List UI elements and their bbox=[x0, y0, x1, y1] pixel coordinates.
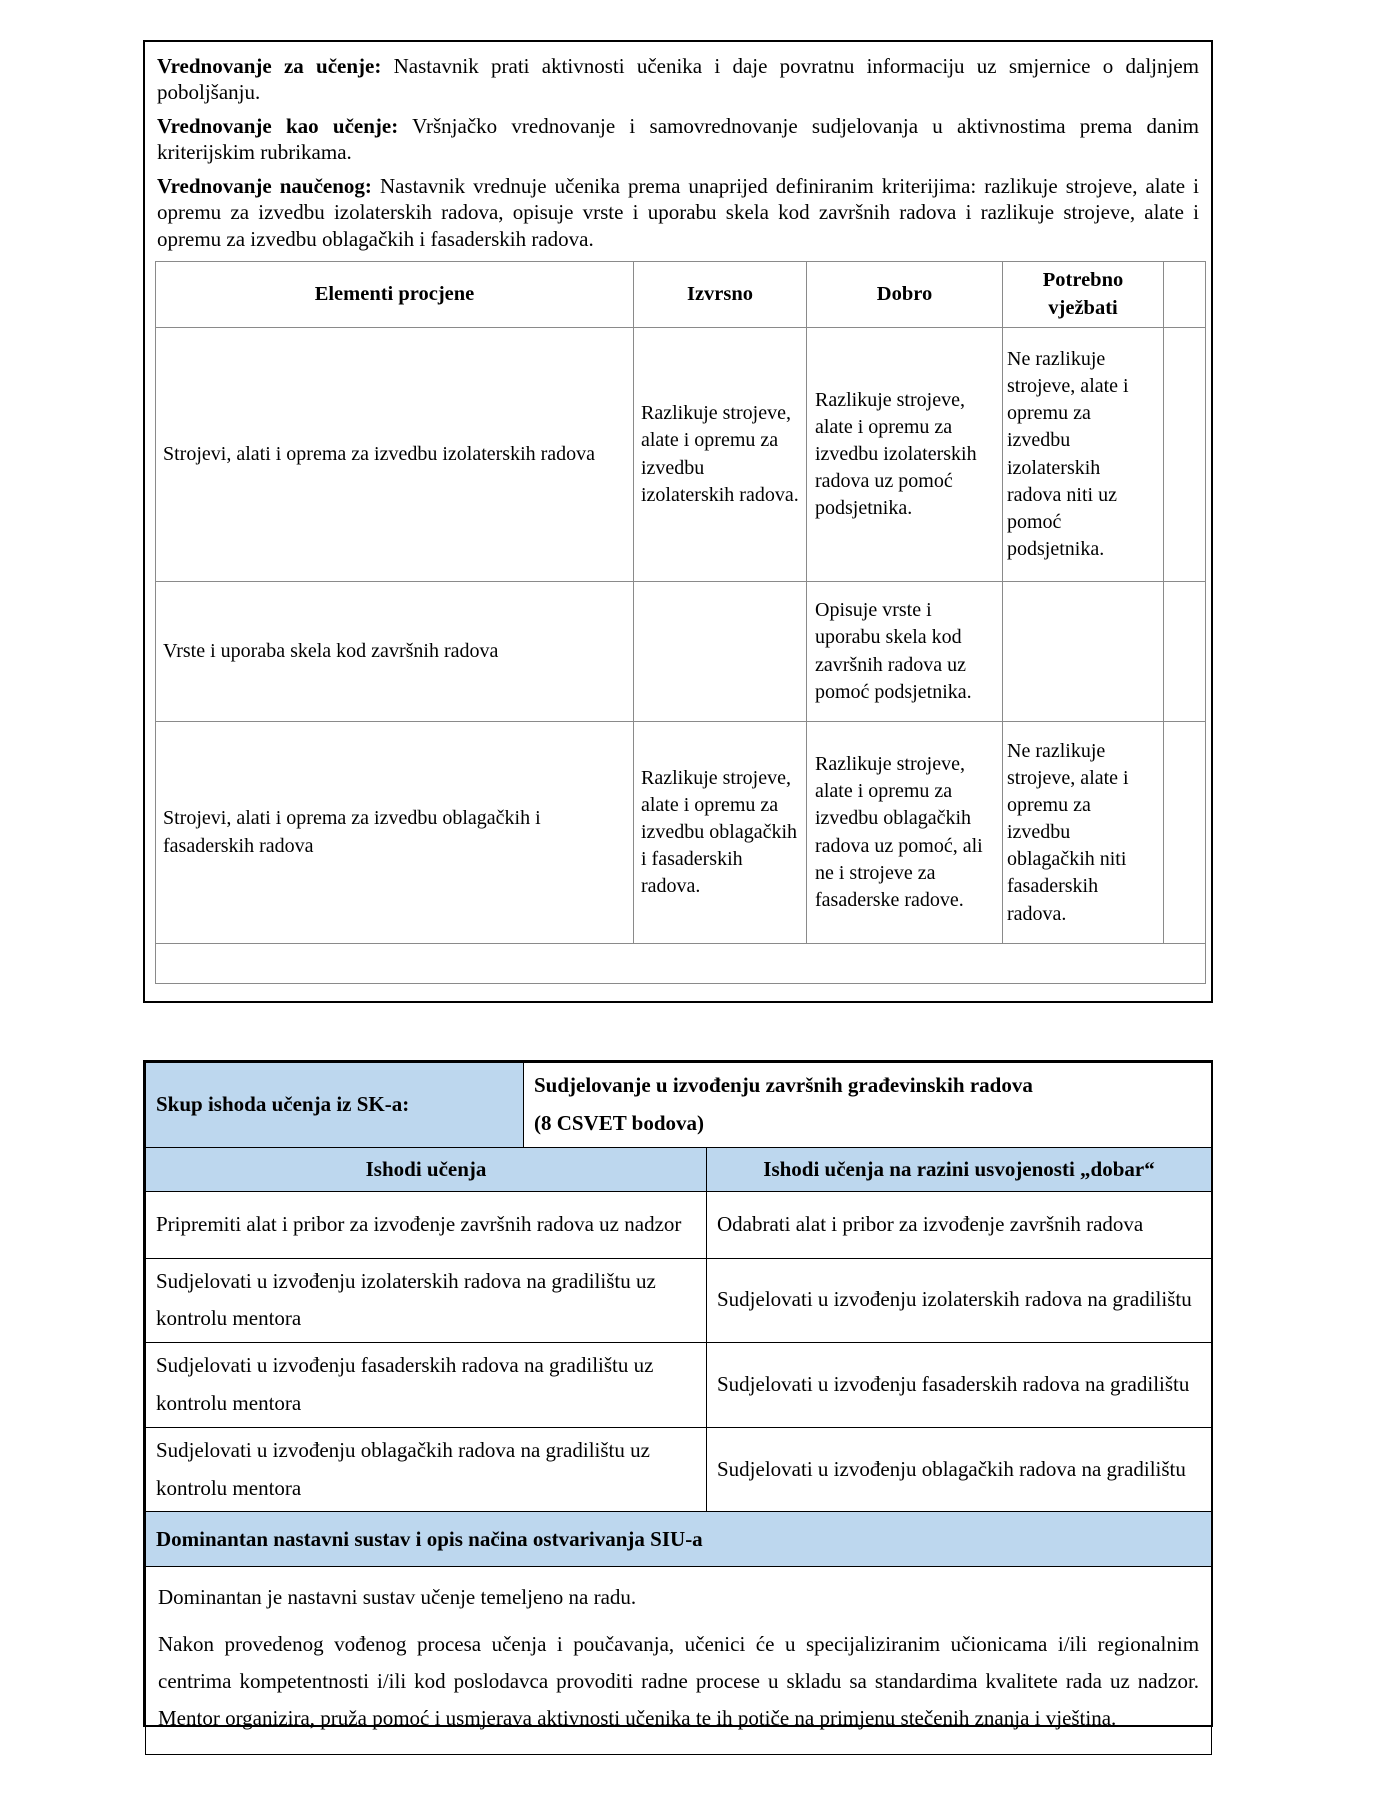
rubric-cell-dobro: Opisuje vrste i uporabu skela kod završnih radova uz pomoć podsjetnika. bbox=[807, 582, 1003, 722]
rubric-cell-potrebno: Ne razlikuje strojeve, alate i opremu za izvedbu izolaterskih radova niti uz pomoć podsjetnika. bbox=[1003, 328, 1164, 582]
rubric-cell-potrebno: Ne razlikuje strojeve, alate i opremu za izvedbu oblagačkih niti fasaderskih radova. bbox=[1003, 722, 1164, 944]
text-vrednovanje-kao-ucenje: Vršnjačko vrednovanje i samovrednovanje sudjelovanja u aktivnostima prema danim kriterijskim rubrikama. bbox=[157, 113, 1199, 165]
evaluation-section bbox=[143, 40, 1213, 1003]
rubric-header-izvrsno: Izvrsno bbox=[634, 262, 807, 328]
outcome-row-izolaterski bbox=[146, 1258, 1212, 1343]
lead-vrednovanje-naucenog: Vrednovanje naučenog: bbox=[157, 173, 372, 198]
outcomes-header-row bbox=[146, 1147, 1212, 1191]
text-vrednovanje-naucenog: Nastavnik vrednuje učenika prema unaprijed definiranim kriterijima: razlikuje strojeve, alate i opremu za izvedbu izolaterskih radova, opisuje vrste i uporabu skela kod završnih radova i razlikuje strojeve, alate i opremu za izvedbu oblagačkih i fasaderskih radova. bbox=[157, 173, 1199, 251]
outcomes-table bbox=[145, 1062, 1212, 1755]
paragraph-vrednovanje-kao-ucenje bbox=[157, 113, 1199, 166]
rubric-cell-element: Strojevi, alati i oprema za izvedbu oblagačkih i fasaderskih radova bbox=[156, 722, 634, 944]
dominant-paragraph-2: Nakon provedenog vođenog procesa učenja i poučavanja, učenici će u specijaliziranim učionicama i/ili regionalnim centrima kompetentnosti i/ili kod poslodavca provoditi radne procese u skladu sa standardima kvalitete rada uz nadzor. Mentor organizira, pruža pomoć i usmjerava aktivnosti učenika te ih potiče na primjenu stečenih znanja i vještina. bbox=[158, 1632, 1200, 1730]
rubric-cell-izvrsno: Razlikuje strojeve, alate i opremu za izvedbu izolaterskih radova. bbox=[634, 328, 807, 582]
rubric-cell-dobro: Razlikuje strojeve, alate i opremu za izvedbu oblagačkih radova uz pomoć, ali ne i strojeve za fasaderske radove. bbox=[807, 722, 1003, 944]
outcome-row-pripremiti bbox=[146, 1191, 1212, 1258]
rubric-header-empty bbox=[1164, 262, 1206, 328]
dominant-body-row bbox=[146, 1567, 1212, 1755]
dominant-header-row bbox=[146, 1512, 1212, 1567]
rubric-cell-empty bbox=[1164, 328, 1206, 582]
outcome-left: Sudjelovati u izvođenju oblagačkih radova na gradilištu uz kontrolu mentora bbox=[146, 1427, 707, 1512]
text-vrednovanje-za-ucenje: Nastavnik prati aktivnosti učenika i daje povratnu informaciju uz smjernice o daljnjem poboljšanju. bbox=[157, 54, 1199, 105]
dominant-header-cell: Dominantan nastavni sustav i opis načina ostvarivanja SIU-a bbox=[146, 1512, 1212, 1567]
rubric-cell-dobro: Razlikuje strojeve, alate i opremu za izvedbu izolaterskih radova uz pomoć podsjetnika. bbox=[807, 328, 1003, 582]
dominant-paragraph-1: Dominantan je nastavni sustav učenje temeljeno na radu. bbox=[158, 1585, 637, 1610]
rubric-header-potrebno-vjezbati: Potrebno vježbati bbox=[1003, 262, 1164, 328]
rubric-row-oblagacki-fasaderski bbox=[156, 722, 1206, 944]
sk-value-cell bbox=[524, 1063, 1212, 1148]
rubric-cell-potrebno bbox=[1003, 582, 1164, 722]
outcomes-header-ishodi-dobar: Ishodi učenja na razini usvojenosti „dobar“ bbox=[707, 1147, 1212, 1191]
rubric-table bbox=[155, 261, 1206, 984]
outcome-right: Sudjelovati u izvođenju fasaderskih radova na gradilištu bbox=[707, 1343, 1212, 1428]
paragraph-vrednovanje-za-ucenje bbox=[157, 53, 1199, 106]
rubric-cell-empty bbox=[1164, 722, 1206, 944]
rubric-cell-empty bbox=[1164, 582, 1206, 722]
rubric-header-row bbox=[156, 262, 1206, 328]
rubric-cell-izvrsno: Razlikuje strojeve, alate i opremu za izvedbu oblagačkih i fasaderskih radova. bbox=[634, 722, 807, 944]
rubric-empty-row bbox=[156, 944, 1206, 984]
dominant-body-cell bbox=[146, 1567, 1212, 1755]
rubric-row-skele bbox=[156, 582, 1206, 722]
outcome-left: Pripremiti alat i pribor za izvođenje završnih radova uz nadzor bbox=[146, 1191, 707, 1258]
lead-vrednovanje-kao-ucenje: Vrednovanje kao učenje: bbox=[157, 113, 399, 138]
sk-label-cell: Skup ishoda učenja iz SK-a: bbox=[146, 1063, 524, 1148]
rubric-cell-izvrsno bbox=[634, 582, 807, 722]
sk-value-line1: Sudjelovanje u izvođenju završnih građevinskih radova bbox=[534, 1073, 1033, 1097]
rubric-empty-cell bbox=[156, 944, 1206, 984]
outcome-right: Sudjelovati u izvođenju izolaterskih radova na gradilištu bbox=[707, 1258, 1212, 1343]
outcome-row-fasaderski bbox=[146, 1343, 1212, 1428]
outcomes-header-ishodi: Ishodi učenja bbox=[146, 1147, 707, 1191]
outcome-left: Sudjelovati u izvođenju fasaderskih radova na gradilištu uz kontrolu mentora bbox=[146, 1343, 707, 1428]
outcome-right: Sudjelovati u izvođenju oblagačkih radova na gradilištu bbox=[707, 1427, 1212, 1512]
rubric-row-izolaterski bbox=[156, 328, 1206, 582]
outcome-row-oblagacki bbox=[146, 1427, 1212, 1512]
rubric-cell-element: Vrste i uporaba skela kod završnih radova bbox=[156, 582, 634, 722]
rubric-cell-element: Strojevi, alati i oprema za izvedbu izolaterskih radova bbox=[156, 328, 634, 582]
sk-row bbox=[146, 1063, 1212, 1148]
paragraph-vrednovanje-naucenog bbox=[157, 173, 1199, 252]
outcome-right: Odabrati alat i pribor za izvođenje završnih radova bbox=[707, 1191, 1212, 1258]
rubric-header-elementi-procjene: Elementi procjene bbox=[156, 262, 634, 328]
outcome-left: Sudjelovati u izvođenju izolaterskih radova na gradilištu uz kontrolu mentora bbox=[146, 1258, 707, 1343]
outcomes-section bbox=[143, 1060, 1213, 1730]
rubric-header-dobro: Dobro bbox=[807, 262, 1003, 328]
lead-vrednovanje-za-ucenje: Vrednovanje za učenje: bbox=[157, 54, 382, 78]
sk-value-line2: (8 CSVET bodova) bbox=[534, 1110, 704, 1135]
